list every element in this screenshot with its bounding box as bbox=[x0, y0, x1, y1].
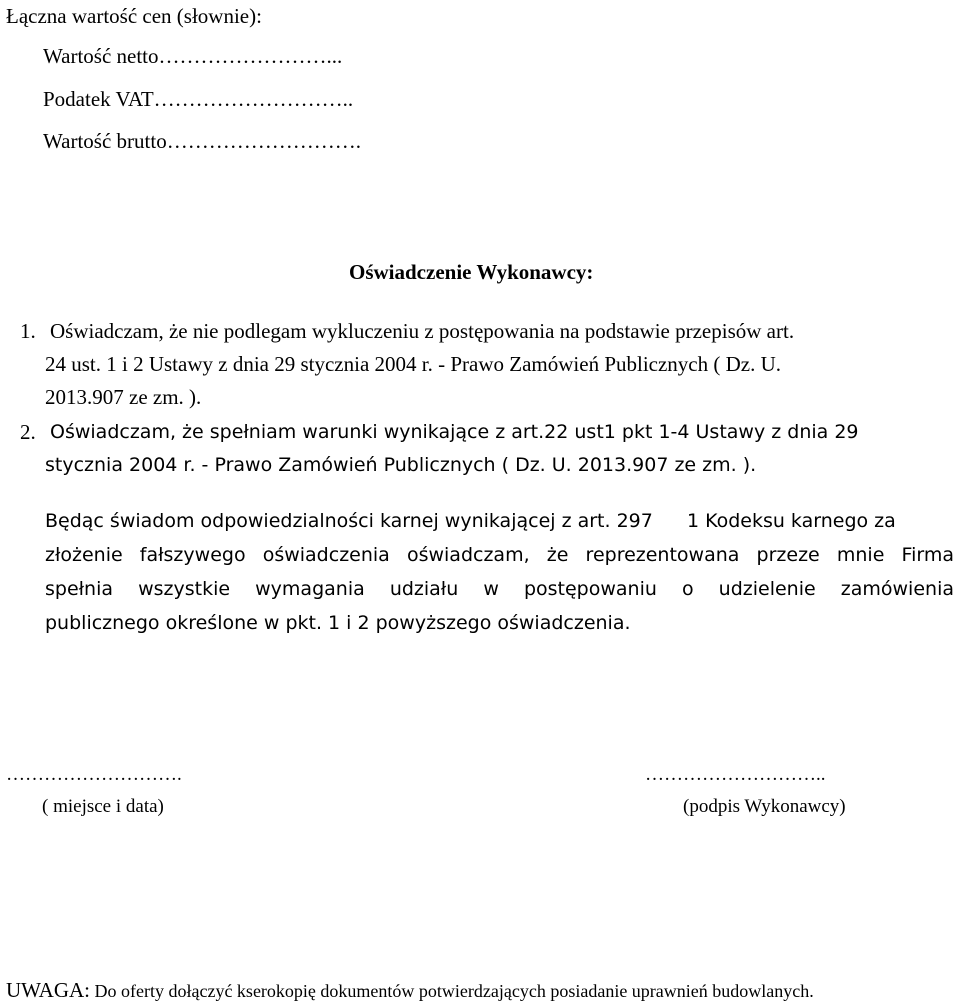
item-1-number: 1. bbox=[20, 319, 36, 343]
note-text: Do oferty dołączyć kserokopię dokumentów potwierdzających posiadanie uprawnień budowlanych. bbox=[90, 981, 814, 1001]
note bbox=[6, 980, 814, 1001]
net-value-line: Wartość netto……………………... bbox=[43, 44, 343, 68]
paragraph-line-3: spełnia wszystkie wymagania udziału w postępowaniu o udzielenie zamówienia bbox=[45, 578, 954, 600]
item-2-number: 2. bbox=[20, 420, 36, 444]
item-1-line-1: Oświadczam, że nie podlegam wykluczeniu z postępowania na podstawie przepisów art. bbox=[50, 319, 795, 343]
place-date-label: ( miejsce i data) bbox=[42, 796, 164, 817]
item-1-line-2: 24 ust. 1 i 2 Ustawy z dnia 29 stycznia 2004 r. - Prawo Zamówień Publicznych ( Dz. U. bbox=[45, 352, 782, 376]
note-prefix: UWAGA: bbox=[6, 978, 90, 1002]
paragraph-line-2: złożenie fałszywego oświadczenia oświadczam, że reprezentowana przeze mnie Firma bbox=[45, 544, 954, 566]
item-2-line-1: Oświadczam, że spełniam warunki wynikające z art.22 ust1 pkt 1-4 Ustawy z dnia 29 bbox=[50, 421, 859, 443]
place-date-dots: ………………………. bbox=[6, 764, 182, 785]
signature-label: (podpis Wykonawcy) bbox=[683, 796, 846, 817]
statement-title: Oświadczenie Wykonawcy: bbox=[349, 260, 594, 284]
paragraph-line-1 bbox=[45, 512, 954, 531]
gross-value-line: Wartość brutto………………………. bbox=[43, 129, 361, 153]
paragraph-line-1-start: Będąc świadom odpowiedzialności karnej wynikającej z art. 297 bbox=[45, 510, 653, 532]
paragraph-line-1-end: 1 Kodeksu karnego za bbox=[686, 510, 896, 532]
prices-heading: Łączna wartość cen (słownie): bbox=[6, 4, 262, 28]
item-2-line-2: stycznia 2004 r. - Prawo Zamówień Publicznych ( Dz. U. 2013.907 ze zm. ). bbox=[45, 454, 757, 476]
signature-dots: ……………………….. bbox=[645, 764, 826, 785]
paragraph-line-4: publicznego określone w pkt. 1 i 2 powyższego oświadczenia. bbox=[45, 612, 631, 634]
item-1-line-3: 2013.907 ze zm. ). bbox=[45, 385, 202, 409]
vat-line: Podatek VAT……………………….. bbox=[43, 87, 354, 111]
